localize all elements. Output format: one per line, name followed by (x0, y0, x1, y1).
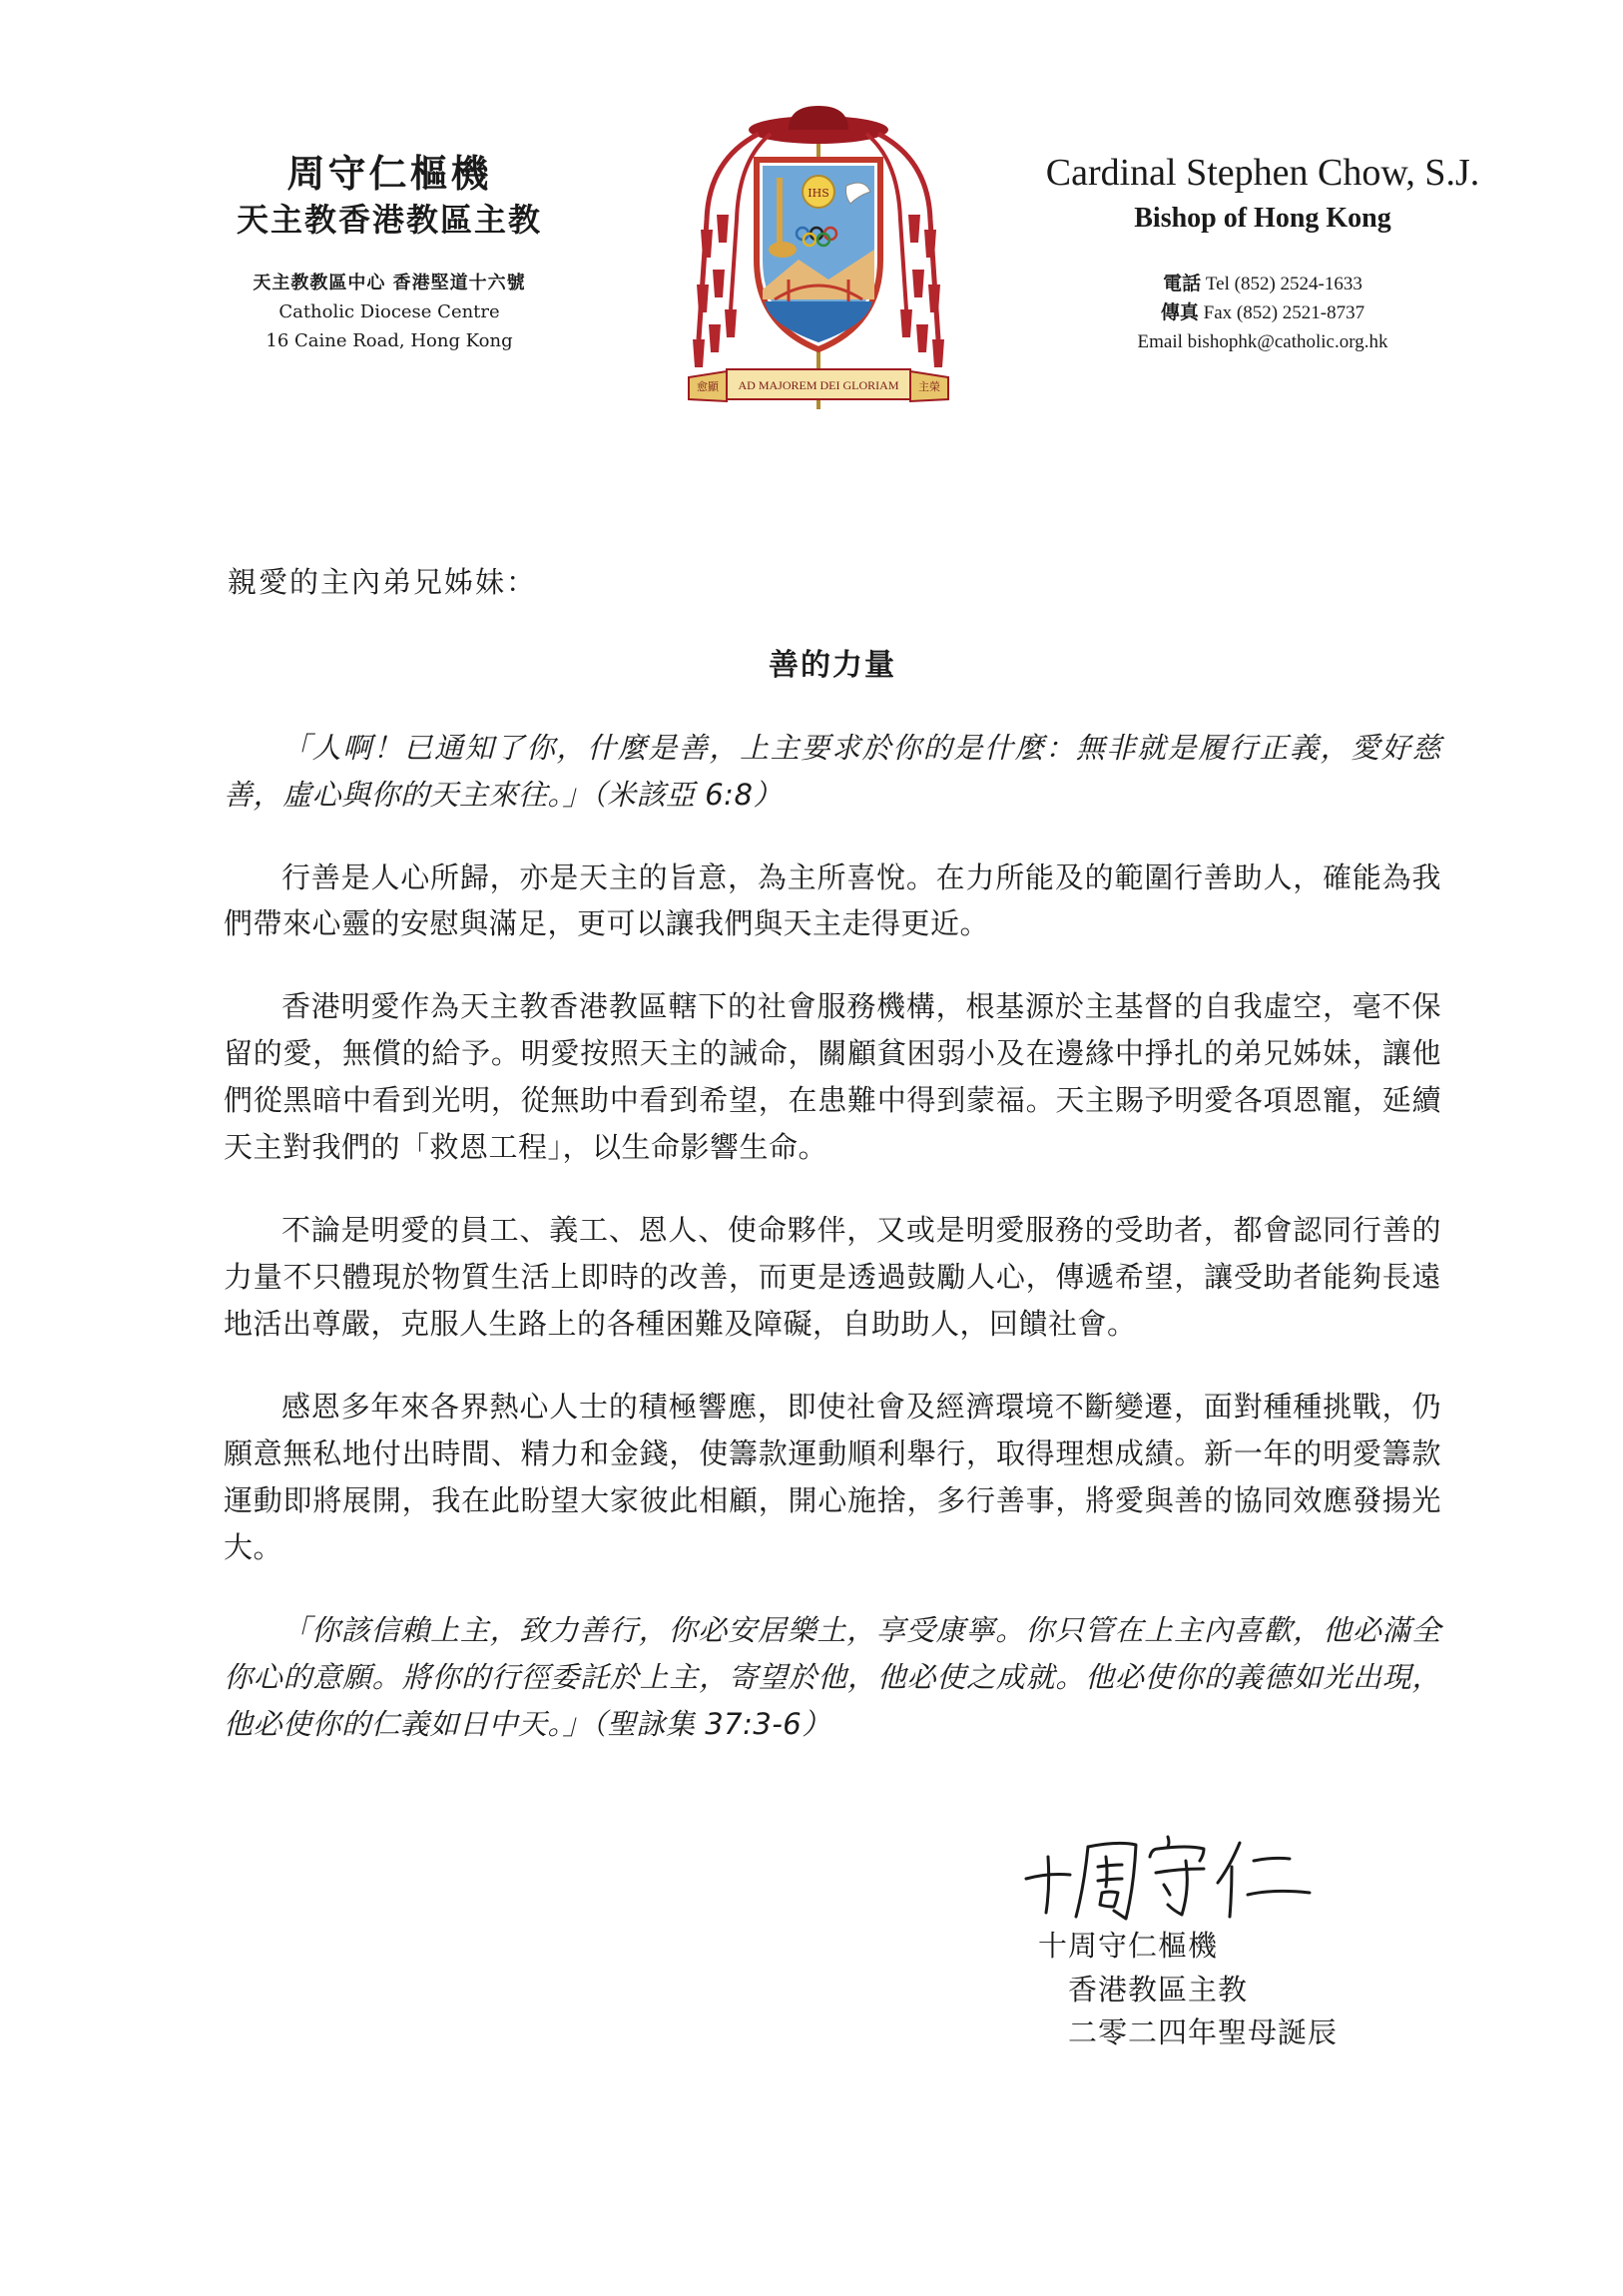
galero-crown (789, 106, 848, 130)
zh-address: 天主教教區中心 香港堅道十六號 (253, 273, 526, 294)
opening-quote: 「人啊！已通知了你，什麼是善，上主要求於你的是什麼：無非就是履行正義，愛好慈善，虛心與你的天主來往。」（米該亞 6:8） (224, 730, 1441, 812)
signature-icon (1018, 1817, 1318, 1927)
signoff-name: 十周守仁樞機 (1038, 1929, 1219, 1963)
svg-text:主榮: 主榮 (918, 380, 940, 393)
letter-body (224, 559, 1441, 1784)
tel-number: Tel (852) 2524-1633 (1205, 273, 1362, 294)
fax-number: Fax (852) 2521-8737 (1203, 301, 1365, 323)
fax-line (1038, 298, 1487, 327)
fax-label-zh: 傳真 (1160, 301, 1199, 323)
motto-text: AD MAJOREM DEI GLORIAM (738, 378, 899, 392)
closing-quote: 「你該信賴上主，致力善行，你必安居樂土，享受康寧。你只管在上主內喜歡，他必滿全你心的意願。將你的行徑委託於上主，寄望於他，他必使之成就。他必使你的義德如光出現，他必使你的仁義如日中天。」（聖詠集 37:3-6） (224, 1613, 1441, 1742)
signoff-title: 香港教區主教 (1068, 1972, 1249, 2007)
signoff-date: 二零二四年聖母誕辰 (1068, 2015, 1339, 2049)
coat-of-arms (679, 100, 958, 429)
email-line: Email bishophk@catholic.org.hk (1137, 331, 1388, 353)
letter-title: 善的力量 (769, 647, 896, 683)
tel-line (1038, 270, 1487, 298)
svg-text:愈顯: 愈顯 (697, 380, 719, 393)
signoff-block (1038, 1925, 1338, 2055)
tel-label-zh: 電話 (1163, 273, 1202, 294)
salutation: 親愛的主內弟兄姊妹： (228, 565, 538, 599)
handwritten-signature (1018, 1817, 1318, 1927)
svg-text:十周守仁: 十周守仁 (1018, 1817, 1022, 1818)
paragraph-4: 感恩多年來各界熱心人士的積極響應，即使社會及經濟環境不斷變遷，面對種種挑戰，仍願意無私地付出時間、精力和金錢，使籌款運動順利舉行，取得理想成績。新一年的明愛籌款運動即將展開，我在此盼望大家彼此相顧，開心施捨，多行善事，將愛與善的協同效應發揚光大。 (224, 1390, 1441, 1565)
en-address-line-2: 16 Caine Road, Hong Kong (266, 329, 513, 351)
letterhead-right (1038, 150, 1487, 357)
en-address-line-1: Catholic Diocese Centre (278, 301, 500, 323)
zh-title: 天主教香港教區主教 (236, 200, 542, 239)
svg-text:IHS: IHS (808, 187, 829, 200)
contact-block (1038, 270, 1487, 357)
en-name: Cardinal Stephen Chow, S.J. (1045, 152, 1480, 194)
address-block (200, 270, 579, 355)
paragraph-3: 不論是明愛的員工、義工、恩人、使命夥伴，又或是明愛服務的受助者，都會認同行善的力量不只體現於物質生活上即時的改善，而更是透過鼓勵人心，傳遞希望，讓受助者能夠長遠地活出尊嚴，克服人生路上的各種困難及障礙，自助助人，回饋社會。 (224, 1213, 1441, 1342)
zh-name: 周守仁樞機 (286, 151, 492, 196)
en-title: Bishop of Hong Kong (1134, 202, 1391, 234)
paragraph-2: 香港明愛作為天主教香港教區轄下的社會服務機構，根基源於主基督的自我虛空，毫不保留的愛，無償的給予。明愛按照天主的誡命，關顧貧困弱小及在邊緣中掙扎的弟兄姊妹，讓他們從黑暗中看到光明，從無助中看到希望，在患難中得到蒙福。天主賜予明愛各項恩寵，延續天主對我們的「救恩工程」，以生命影響生命。 (224, 989, 1441, 1165)
shield-sea (765, 301, 872, 342)
coat-of-arms-icon (679, 100, 958, 429)
paragraph-1: 行善是人心所歸，亦是天主的旨意，為主所喜悅。在力所能及的範圍行善助人，確能為我們帶來心靈的安慰與滿足，更可以讓我們與天主走得更近。 (224, 860, 1441, 941)
letterhead-left (200, 150, 579, 356)
